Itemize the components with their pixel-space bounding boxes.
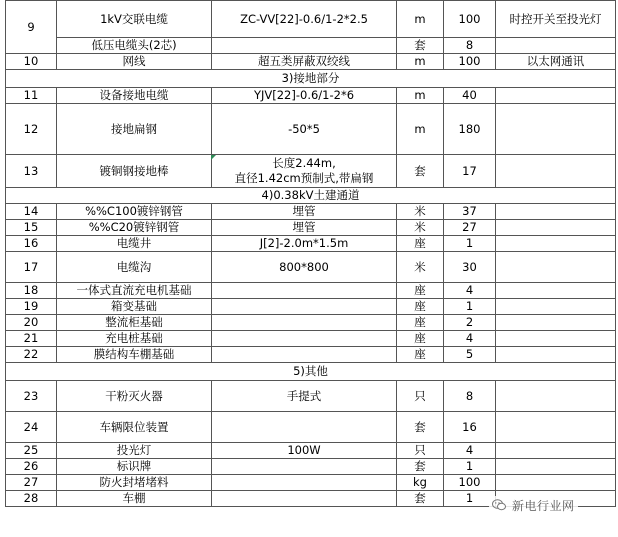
item-spec: 超五类屏蔽双绞线 (212, 54, 397, 70)
item-note (496, 236, 616, 252)
item-name: 1kV交联电缆 (57, 1, 212, 38)
item-unit: 只 (397, 381, 444, 412)
wechat-icon (492, 499, 506, 511)
item-name: 车棚 (57, 491, 212, 507)
table-row (6, 459, 616, 475)
item-spec (212, 38, 397, 54)
table-row (6, 38, 616, 54)
item-unit: 米 (397, 204, 444, 220)
item-spec (212, 491, 397, 507)
item-name: 膜结构车棚基础 (57, 347, 212, 363)
row-number: 18 (6, 283, 57, 299)
section-row (6, 363, 616, 381)
item-quantity: 100 (444, 475, 496, 491)
item-note (496, 104, 616, 155)
item-quantity: 100 (444, 1, 496, 38)
row-number: 13 (6, 155, 57, 188)
item-unit: 套 (397, 155, 444, 188)
item-note (496, 204, 616, 220)
item-note: 以太网通讯 (496, 54, 616, 70)
item-spec: YJV[22]-0.6/1-2*6 (212, 88, 397, 104)
table-row (6, 88, 616, 104)
item-quantity: 4 (444, 331, 496, 347)
item-spec: 埋管 (212, 204, 397, 220)
item-quantity: 1 (444, 459, 496, 475)
row-number: 22 (6, 347, 57, 363)
item-quantity: 100 (444, 54, 496, 70)
item-name: 电缆沟 (57, 252, 212, 283)
table-row (6, 443, 616, 459)
item-quantity: 16 (444, 412, 496, 443)
table-row (6, 299, 616, 315)
row-number: 27 (6, 475, 57, 491)
item-unit: 套 (397, 412, 444, 443)
item-name: 设备接地电缆 (57, 88, 212, 104)
item-unit: m (397, 54, 444, 70)
item-unit: 套 (397, 38, 444, 54)
item-name: 镀铜钢接地棒 (57, 155, 212, 188)
item-quantity: 4 (444, 283, 496, 299)
item-note (496, 459, 616, 475)
row-number: 10 (6, 54, 57, 70)
item-note (496, 155, 616, 188)
item-note (496, 315, 616, 331)
item-unit: 套 (397, 459, 444, 475)
item-spec (212, 331, 397, 347)
item-quantity: 17 (444, 155, 496, 188)
item-name: %%C100镀锌钢管 (57, 204, 212, 220)
section-heading: 3)接地部分 (6, 70, 616, 88)
item-unit: 座 (397, 283, 444, 299)
row-number: 25 (6, 443, 57, 459)
item-note (496, 475, 616, 491)
item-name: 防火封堵堵料 (57, 475, 212, 491)
item-unit: 座 (397, 347, 444, 363)
row-number: 17 (6, 252, 57, 283)
row-number: 12 (6, 104, 57, 155)
item-spec (212, 315, 397, 331)
item-quantity: 1 (444, 299, 496, 315)
row-number: 11 (6, 88, 57, 104)
item-spec: 800*800 (212, 252, 397, 283)
item-quantity: 180 (444, 104, 496, 155)
item-unit: m (397, 88, 444, 104)
item-quantity: 40 (444, 88, 496, 104)
item-note (496, 331, 616, 347)
item-name: 电缆井 (57, 236, 212, 252)
item-name: %%C20镀锌钢管 (57, 220, 212, 236)
item-note (496, 381, 616, 412)
item-spec (212, 475, 397, 491)
section-row (6, 188, 616, 204)
row-number: 20 (6, 315, 57, 331)
row-number: 9 (6, 1, 57, 54)
table-row (6, 220, 616, 236)
item-quantity: 1 (444, 236, 496, 252)
item-unit: 座 (397, 315, 444, 331)
item-unit: 座 (397, 331, 444, 347)
item-note (496, 252, 616, 283)
item-spec (212, 412, 397, 443)
item-name: 一体式直流充电机基础 (57, 283, 212, 299)
item-name: 标识牌 (57, 459, 212, 475)
item-spec: -50*5 (212, 104, 397, 155)
item-unit: 米 (397, 220, 444, 236)
item-name: 接地扁钢 (57, 104, 212, 155)
materials-table (5, 0, 616, 507)
row-number: 15 (6, 220, 57, 236)
section-heading: 5)其他 (6, 363, 616, 381)
row-number: 23 (6, 381, 57, 412)
table-row (6, 155, 616, 188)
row-number: 19 (6, 299, 57, 315)
item-quantity: 27 (444, 220, 496, 236)
table-row (6, 315, 616, 331)
item-quantity: 8 (444, 381, 496, 412)
item-spec: 手提式 (212, 381, 397, 412)
item-spec (212, 347, 397, 363)
row-number: 24 (6, 412, 57, 443)
watermark-text: 新电行业网 (512, 498, 575, 513)
watermark (489, 496, 578, 514)
item-name: 网线 (57, 54, 212, 70)
item-quantity: 5 (444, 347, 496, 363)
item-spec: 埋管 (212, 220, 397, 236)
row-number: 28 (6, 491, 57, 507)
item-spec (212, 283, 397, 299)
item-unit: 只 (397, 443, 444, 459)
item-note (496, 220, 616, 236)
item-note (496, 299, 616, 315)
item-unit: m (397, 104, 444, 155)
item-name: 箱变基础 (57, 299, 212, 315)
item-quantity: 30 (444, 252, 496, 283)
table-row (6, 412, 616, 443)
item-note (496, 283, 616, 299)
item-quantity: 4 (444, 443, 496, 459)
table-row (6, 204, 616, 220)
item-name: 车辆限位装置 (57, 412, 212, 443)
table-row (6, 331, 616, 347)
table-row (6, 104, 616, 155)
table-row (6, 475, 616, 491)
item-name: 整流柜基础 (57, 315, 212, 331)
row-number: 16 (6, 236, 57, 252)
item-name: 投光灯 (57, 443, 212, 459)
item-quantity: 8 (444, 38, 496, 54)
item-spec: ZC-VV[22]-0.6/1-2*2.5 (212, 1, 397, 38)
item-unit: m (397, 1, 444, 38)
table-row (6, 252, 616, 283)
table-row (6, 381, 616, 412)
item-name: 充电桩基础 (57, 331, 212, 347)
table-row (6, 347, 616, 363)
item-unit: 米 (397, 252, 444, 283)
item-note (496, 38, 616, 54)
item-quantity: 37 (444, 204, 496, 220)
item-unit: 套 (397, 491, 444, 507)
table-row (6, 283, 616, 299)
item-note (496, 443, 616, 459)
item-quantity: 2 (444, 315, 496, 331)
row-number: 26 (6, 459, 57, 475)
item-note: 时控开关至投光灯 (496, 1, 616, 38)
row-number: 14 (6, 204, 57, 220)
item-note (496, 412, 616, 443)
item-note (496, 88, 616, 104)
item-unit: 座 (397, 236, 444, 252)
item-unit: 座 (397, 299, 444, 315)
item-spec: 100W (212, 443, 397, 459)
table-row (6, 54, 616, 70)
item-spec: J[2]-2.0m*1.5m (212, 236, 397, 252)
row-number: 21 (6, 331, 57, 347)
item-name: 低压电缆头(2芯) (57, 38, 212, 54)
comment-marker (211, 155, 216, 160)
item-note (496, 347, 616, 363)
section-row (6, 70, 616, 88)
item-spec (212, 459, 397, 475)
item-name: 干粉灭火器 (57, 381, 212, 412)
item-spec (212, 299, 397, 315)
item-spec: 长度2.44m, 直径1.42cm预制式,带扁钢 (212, 155, 397, 188)
table-row (6, 236, 616, 252)
item-unit: kg (397, 475, 444, 491)
item-quantity: 1 (444, 491, 496, 507)
table-row (6, 1, 616, 38)
section-heading: 4)0.38kV土建通道 (6, 188, 616, 204)
